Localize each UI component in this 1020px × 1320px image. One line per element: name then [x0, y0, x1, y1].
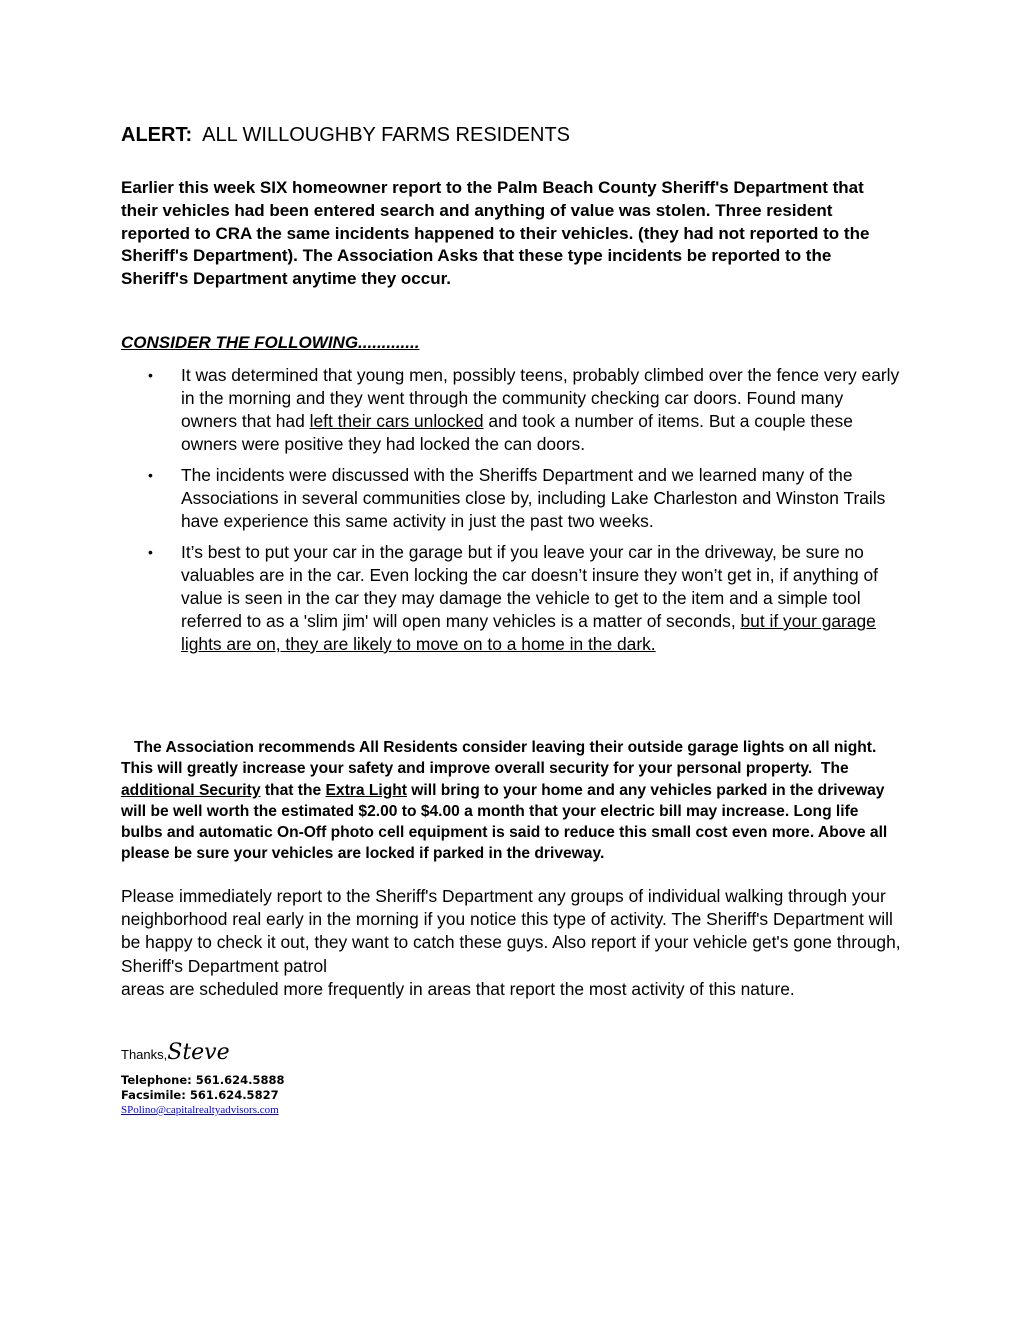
- page-title: [121, 124, 570, 147]
- email-link[interactable]: SPolino@capitalrealtyadvisors.com: [121, 1104, 279, 1116]
- association-paragraph: The Association recommends All Residents consider leaving their outside garage lights on all night. This will greatly increase your safety and improve overall security for your personal property. The additional Security that the Extra Light will bring to your home and any vehicles parked in the driveway will be well worth the estimated $2.00 to $4.00 a month that your electric bill may increase. Long life bulbs and automatic On-Off photo cell equipment is said to reduce this small cost even more. Above all please be sure your vehicles are locked if parked in the driveway.: [121, 739, 898, 863]
- thanks-text: Thanks,: [121, 1047, 168, 1062]
- additional-security-link: additional Security: [121, 781, 261, 799]
- facsimile: Facsimile: 561.624.5827: [121, 1088, 279, 1102]
- list-item: • The incidents were discussed with the Sheriffs Department and we learned many of the Associations in several communities close by, including Lake Charleston and Winston Trails have experience this same activity in just the past two weeks.: [148, 465, 886, 531]
- list-item: • It’s best to put your car in the garage but if you leave your car in the driveway, be sure no valuables are in the car. Even locking the car doesn’t insure they won’t get in, if anything of value is seen in the car they may damage the vehicle to get to the item and a simple tool referred to as a 'slim jim' will open many vehicles is a matter of seconds, but if your garage lights are on, they are likely to move on to a home in the dark.: [148, 542, 879, 654]
- telephone: Telephone: 561.624.5888: [121, 1073, 285, 1087]
- bullet-icon: •: [148, 367, 153, 383]
- bullet-list: [121, 364, 901, 664]
- bullet-icon: •: [148, 544, 153, 560]
- consider-heading: CONSIDER THE FOLLOWING.............: [121, 333, 420, 352]
- signature-name: Steve: [167, 1040, 230, 1065]
- extra-light-link: Extra Light: [325, 781, 407, 799]
- report-paragraph: Please immediately report to the Sheriff's Department any groups of individual walking through your neighborhood real early in the morning if you notice this type of activity. The Sheriff's Department will be happy to check it out, they want to catch these guys. Also report if your vehicle get's gone through, Sheriff's Department patrol areas are scheduled more frequently in areas that report the most activity of this nature.: [121, 886, 901, 999]
- bullet-icon: •: [148, 467, 153, 483]
- intro-paragraph: Earlier this week SIX homeowner report to the Palm Beach County Sheriff's Department that their vehicles had been entered search and anything of value was stolen. Three resident reported to CRA the same incidents happened to their vehicles. (they had not reported to the Sheriff's Department). The Association Asks that these type incidents be reported to the Sheriff's Department anytime they occur.: [121, 178, 870, 289]
- signature: [121, 1040, 230, 1065]
- contact-info: [121, 1073, 285, 1103]
- list-item: • It was determined that young men, possibly teens, probably climbed over the fence very early in the morning and they went through the community checking car doors. Found many owners that had left their cars unlocked and took a number of items. But a couple these owners were positive they had locked the can doors.: [148, 365, 900, 454]
- alert-label: ALERT:: [121, 124, 193, 146]
- underlined-text: left their cars unlocked: [309, 411, 484, 431]
- alert-title: ALL WILLOUGHBY FARMS RESIDENTS: [202, 124, 570, 146]
- underlined-text: but if your garage lights are on, they are likely to move on to a home in the dark.: [181, 611, 876, 654]
